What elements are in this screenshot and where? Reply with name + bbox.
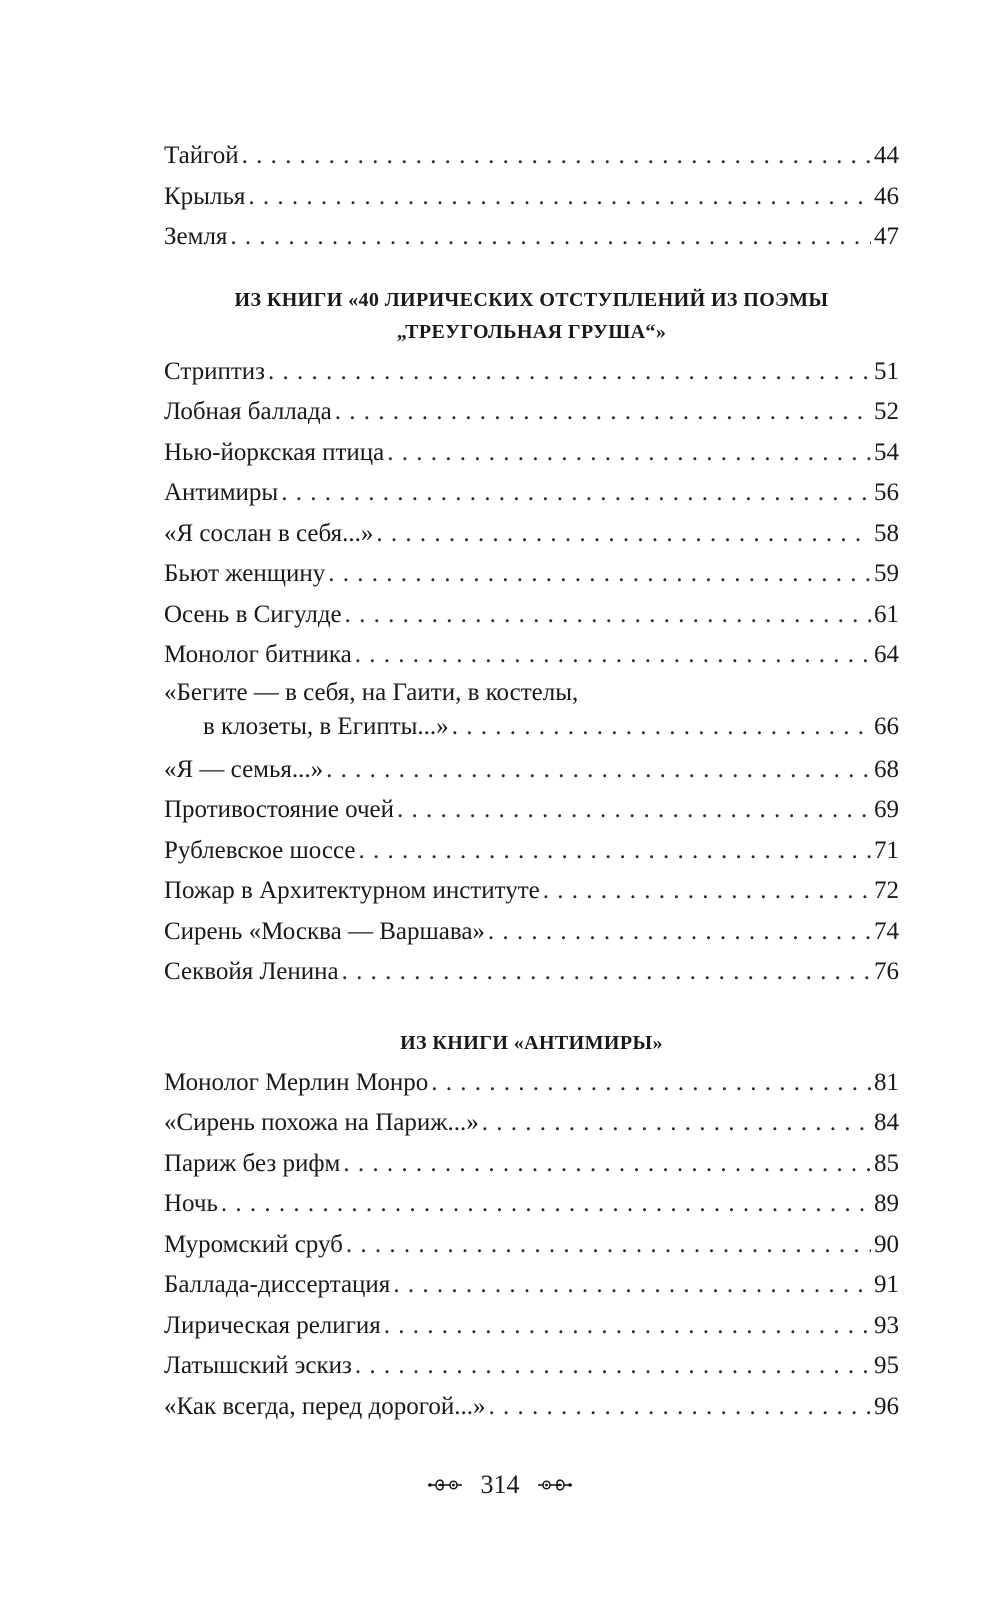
toc-entry-title: Баллада-диссертация	[164, 1271, 391, 1298]
page-number: 314	[480, 1470, 520, 1500]
dot-leader	[230, 217, 871, 258]
toc-entry[interactable]	[164, 831, 899, 872]
toc-entry[interactable]	[164, 1306, 899, 1347]
toc-entry[interactable]	[164, 392, 899, 433]
section-heading-line: ИЗ КНИГИ «АНТИМИРЫ»	[400, 1031, 663, 1054]
toc-entry-title: Латышский эскиз	[164, 1352, 352, 1379]
dot-leader	[452, 710, 871, 744]
dot-leader	[489, 1387, 871, 1428]
toc-entry-page: 66	[874, 712, 899, 740]
toc-entry-title: Нью-йоркская птица	[164, 438, 385, 466]
dot-leader	[221, 1184, 871, 1225]
toc-entry[interactable]	[164, 1144, 899, 1185]
section-heading-triangular-pear	[164, 284, 899, 348]
toc-entry[interactable]	[164, 352, 899, 393]
toc-entry-title: Антимиры	[164, 479, 279, 506]
dot-leader	[342, 952, 871, 993]
toc-entry-title: Земля	[164, 223, 228, 250]
toc-group-1	[164, 136, 899, 258]
toc-entry-page: 52	[874, 398, 899, 425]
section-heading-line: „ТРЕУГОЛЬНАЯ ГРУША“»	[396, 320, 667, 343]
dot-leader	[431, 1063, 871, 1104]
toc-entry-page: 47	[874, 223, 899, 250]
toc-entry-multiline[interactable]	[164, 676, 899, 750]
toc-entry[interactable]	[164, 1103, 899, 1144]
toc-entry[interactable]	[164, 433, 899, 474]
dot-leader	[387, 433, 871, 474]
toc-entry-page: 71	[874, 836, 899, 864]
toc-entry-page: 95	[874, 1352, 899, 1379]
toc-entry-page: 76	[874, 958, 899, 985]
dot-leader	[268, 352, 871, 393]
dot-leader	[393, 1265, 871, 1306]
toc-entry-title: Бьют женщину	[164, 560, 326, 587]
toc-entry[interactable]	[164, 1063, 899, 1104]
toc-entry[interactable]	[164, 1225, 899, 1266]
toc-entry-page: 46	[874, 182, 899, 210]
dot-leader	[345, 595, 871, 636]
dot-leader	[343, 1144, 871, 1185]
toc-entry[interactable]	[164, 514, 899, 555]
toc-entry[interactable]	[164, 136, 899, 177]
toc-entry-title: Муромский сруб	[164, 1230, 343, 1258]
dot-leader	[355, 1346, 871, 1387]
toc-entry-page: 64	[874, 641, 899, 668]
toc-entry-title: Монолог Мерлин Монро	[164, 1068, 429, 1096]
toc-entry-page: 58	[874, 519, 899, 547]
toc-entry-title: Стриптиз	[164, 357, 266, 385]
dot-leader	[346, 1225, 871, 1266]
dot-leader	[359, 831, 872, 872]
toc-entry-page: 68	[874, 755, 899, 783]
table-of-contents	[164, 136, 899, 1427]
dot-leader	[384, 1306, 871, 1347]
toc-entry-title: Осень в Сигулде	[164, 600, 342, 628]
toc-entry-page: 54	[874, 438, 899, 466]
toc-entry-title: Лирическая религия	[164, 1311, 381, 1339]
toc-entry[interactable]	[164, 912, 899, 953]
toc-entry-page: 59	[874, 560, 899, 587]
toc-entry[interactable]	[164, 750, 899, 791]
dot-leader	[326, 750, 871, 791]
toc-entry-title: «Я сослан в себя...»	[164, 519, 374, 547]
toc-entry-title: «Как всегда, перед дорогой...»	[164, 1392, 486, 1420]
dot-leader	[376, 514, 871, 555]
toc-entry-page: 91	[874, 1271, 899, 1298]
toc-group-2	[164, 352, 899, 993]
toc-entry-title: Лобная баллада	[164, 398, 332, 425]
toc-entry-page: 93	[874, 1311, 899, 1339]
toc-entry-page: 96	[874, 1392, 899, 1420]
toc-entry[interactable]	[164, 952, 899, 993]
toc-entry-page: 74	[874, 917, 899, 945]
fleuron-left-icon	[426, 1474, 464, 1496]
toc-entry-page: 51	[874, 357, 899, 385]
fleuron-right-icon	[536, 1474, 574, 1496]
toc-entry[interactable]	[164, 177, 899, 218]
toc-entry-title: Пожар в Архитектурном институте	[164, 877, 540, 904]
toc-entry[interactable]	[164, 1265, 899, 1306]
dot-leader	[543, 871, 871, 912]
dot-leader	[355, 635, 871, 676]
toc-entry[interactable]	[164, 595, 899, 636]
section-heading-line: ИЗ КНИГИ «40 ЛИРИЧЕСКИХ ОТСТУПЛЕНИЙ ИЗ ПОЭМЫ	[234, 288, 829, 311]
dot-leader	[397, 790, 871, 831]
dot-leader	[488, 912, 871, 953]
toc-entry-page: 81	[874, 1068, 899, 1096]
dot-leader	[328, 554, 871, 595]
toc-entry-page: 56	[874, 479, 899, 506]
toc-entry-title: Ночь	[164, 1190, 218, 1217]
toc-entry-title: Противостояние очей	[164, 796, 395, 823]
toc-entry-title: Монолог битника	[164, 641, 352, 668]
toc-entry-page: 61	[874, 600, 899, 628]
toc-entry-page: 84	[874, 1109, 899, 1136]
dot-leader	[482, 1103, 871, 1144]
toc-entry[interactable]	[164, 790, 899, 831]
toc-entry-title: Тайгой	[164, 142, 239, 169]
toc-entry-page: 90	[874, 1230, 899, 1258]
toc-entry-title: «Я — семья...»	[164, 755, 324, 783]
toc-group-3	[164, 1063, 899, 1428]
toc-entry-title: Рублевское шоссе	[164, 836, 356, 864]
toc-entry-continuation	[164, 710, 899, 750]
dot-leader	[242, 136, 871, 177]
toc-entry[interactable]	[164, 1346, 899, 1387]
toc-entry-title: Секвойя Ленина	[164, 958, 339, 985]
toc-entry-title: Крылья	[164, 182, 246, 210]
toc-entry-title-line1: «Бегите — в себя, на Гаити, в костелы,	[164, 678, 579, 706]
dot-leader	[248, 177, 871, 218]
toc-entry-page: 69	[874, 796, 899, 823]
toc-entry-title: Париж без рифм	[164, 1149, 341, 1177]
toc-entry[interactable]	[164, 1184, 899, 1225]
toc-entry[interactable]	[164, 635, 899, 676]
toc-entry-title: «Сирень похожа на Париж...»	[164, 1109, 479, 1136]
toc-entry[interactable]	[164, 217, 899, 258]
toc-entry-page: 89	[874, 1190, 899, 1217]
toc-entry[interactable]	[164, 473, 899, 514]
section-heading-antiworlds	[164, 1027, 899, 1059]
toc-entry-title-line2: в клозеты, в Египты...»	[203, 712, 449, 740]
toc-entry-page: 85	[874, 1149, 899, 1177]
toc-entry-page: 44	[874, 142, 899, 169]
dot-leader	[281, 473, 871, 514]
toc-entry[interactable]	[164, 871, 899, 912]
toc-entry-title: Сирень «Москва — Варшава»	[164, 917, 485, 945]
toc-entry[interactable]	[164, 554, 899, 595]
toc-entry-page: 72	[874, 877, 899, 904]
toc-entry[interactable]	[164, 1387, 899, 1428]
page-footer	[0, 1468, 1000, 1500]
dot-leader	[335, 392, 871, 433]
